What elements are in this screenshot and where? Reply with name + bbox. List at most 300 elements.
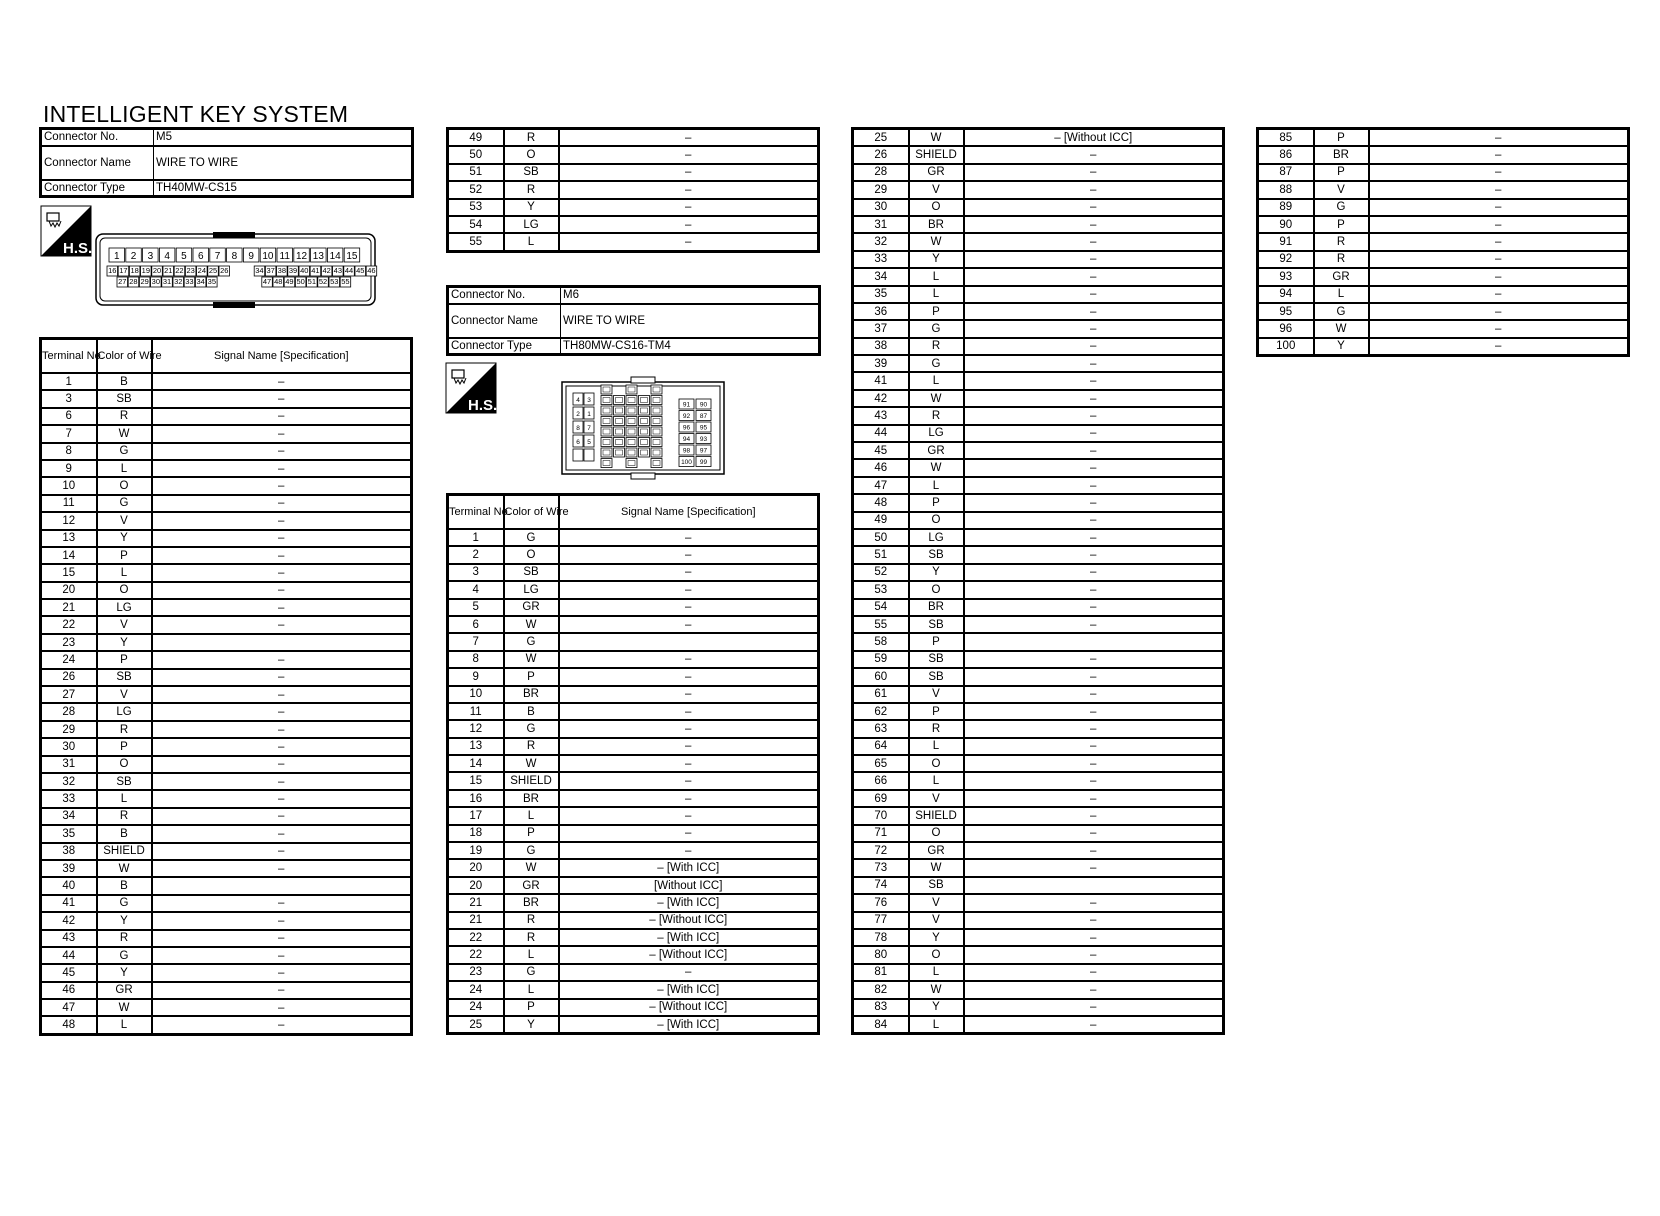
terminal-no-cell: 18 (448, 825, 504, 842)
signal-name-cell: – (152, 773, 412, 790)
connector-pin-label: 49 (285, 277, 294, 286)
terminal-no-cell: 49 (448, 129, 504, 147)
connector-pin (651, 427, 662, 436)
signal-name-cell: – (1369, 233, 1629, 250)
signal-name-cell: – (964, 807, 1224, 824)
wire-color-cell: Y (909, 929, 964, 946)
connector-pin-label: 35 (207, 277, 217, 286)
signal-name-cell: – (964, 338, 1224, 355)
connector-pin-label: 42 (322, 266, 331, 275)
table-row (41, 860, 412, 877)
table-row (853, 599, 1224, 616)
terminal-no-cell: 26 (41, 669, 97, 686)
connector-pin-label: 28 (129, 277, 138, 286)
terminal-no-cell: 55 (853, 616, 909, 633)
wire-color-cell: G (504, 720, 559, 737)
table-row (1258, 216, 1629, 233)
wire-color-cell: P (909, 494, 964, 511)
table-row (41, 843, 412, 860)
terminal-no-cell: 2 (448, 546, 504, 563)
signal-name-cell: – (964, 790, 1224, 807)
signal-name-cell: – (559, 599, 819, 616)
signal-name-cell: – (152, 495, 412, 512)
signal-name-header: Signal Name [Specification] (152, 339, 412, 374)
signal-name-cell: – (152, 947, 412, 964)
table-row (448, 216, 819, 233)
table-row (853, 929, 1224, 946)
wire-color-cell: R (504, 738, 559, 755)
terminal-no-cell: 25 (853, 129, 909, 147)
connector-pin-label: 8 (576, 425, 580, 432)
connector-pin-label: 40 (300, 266, 309, 275)
wire-color-cell: L (97, 460, 152, 477)
wire-color-cell: G (504, 842, 559, 859)
connector-pin (651, 417, 662, 426)
signal-name-cell: – (964, 546, 1224, 563)
connector-pin-label: 2 (576, 411, 580, 418)
wire-color-cell: L (909, 477, 964, 494)
connector-type-label: Connector Type (41, 180, 154, 197)
table-row (448, 790, 819, 807)
wire-color-cell: L (909, 372, 964, 389)
connector-pin-label: 13 (312, 251, 324, 262)
table-row (448, 546, 819, 563)
terminal-no-cell: 92 (1258, 251, 1314, 268)
terminal-no-cell: 41 (41, 895, 97, 912)
wire-color-cell: R (909, 407, 964, 424)
signal-name-cell: – (964, 442, 1224, 459)
wire-color-cell: P (909, 703, 964, 720)
signal-name-cell: – (964, 286, 1224, 303)
wire-color-cell: SB (909, 651, 964, 668)
connector-pin (651, 385, 662, 394)
signal-name-cell: [Without ICC] (559, 877, 819, 894)
terminal-no-cell: 89 (1258, 199, 1314, 216)
signal-name-cell: – (559, 146, 819, 163)
connector-pin-label: 3 (587, 397, 591, 404)
terminal-no-cell: 25 (448, 1016, 504, 1034)
signal-name-cell: – (964, 268, 1224, 285)
connector-pin-label: 5 (587, 439, 591, 446)
connector-pin (651, 438, 662, 447)
wire-color-cell: SHIELD (504, 772, 559, 789)
table-row (41, 686, 412, 703)
table-row (853, 390, 1224, 407)
signal-name-cell: – (1369, 303, 1629, 320)
wire-color-cell: R (97, 721, 152, 738)
signal-name-cell: – (559, 164, 819, 181)
terminal-no-cell: 38 (41, 843, 97, 860)
wire-color-cell: P (504, 999, 559, 1016)
wire-color-cell: W (909, 459, 964, 476)
connector-pin (626, 417, 637, 426)
connector-pin (639, 406, 650, 415)
color-of-wire-header: Color of Wire (97, 339, 152, 374)
connector-pin-label: 91 (682, 401, 691, 409)
terminal-no-cell: 12 (448, 720, 504, 737)
connector-pin-label: 94 (682, 436, 691, 443)
terminal-no-cell: 64 (853, 738, 909, 755)
table-row (41, 460, 412, 477)
terminal-no-cell: 33 (853, 251, 909, 268)
signal-name-cell: – [With ICC] (559, 981, 819, 998)
connector-pin-label: 29 (140, 277, 149, 286)
wire-color-cell: LG (97, 599, 152, 616)
signal-name-cell: – (964, 842, 1224, 859)
signal-name-cell: – (152, 477, 412, 494)
signal-name-cell: – (964, 894, 1224, 911)
connector-pin (601, 448, 612, 457)
wire-color-cell: P (97, 651, 152, 668)
table-row (448, 181, 819, 198)
wire-color-cell: V (1314, 181, 1369, 198)
connector-m6-info (446, 285, 821, 356)
harness-side-badge-icon (41, 206, 91, 256)
table-row (41, 1016, 412, 1034)
table-row (853, 546, 1224, 563)
table-row (853, 807, 1224, 824)
signal-name-cell: – (964, 390, 1224, 407)
table-row (41, 999, 412, 1016)
terminal-no-cell: 6 (41, 408, 97, 425)
signal-name-cell: – (559, 686, 819, 703)
signal-name-cell: – (964, 668, 1224, 685)
signal-name-cell: – (559, 790, 819, 807)
table-row (853, 477, 1224, 494)
table-row (853, 755, 1224, 772)
wire-color-cell: G (909, 355, 964, 372)
connector-pin-label: 30 (151, 277, 161, 286)
signal-name-cell (964, 633, 1224, 650)
terminal-no-cell: 73 (853, 859, 909, 876)
connector-pin-label: 34 (255, 266, 264, 275)
wire-color-cell: L (97, 790, 152, 807)
wire-color-cell: L (909, 738, 964, 755)
signal-name-cell: – [With ICC] (559, 894, 819, 911)
connector-pin (639, 427, 650, 436)
connector-pin-label: 27 (118, 277, 127, 286)
terminal-no-cell: 14 (448, 755, 504, 772)
terminal-no-cell: 60 (853, 668, 909, 685)
table-row (41, 964, 412, 981)
connector-no-value: M5 (154, 129, 413, 146)
table-row (41, 895, 412, 912)
terminal-no-cell: 19 (448, 842, 504, 859)
table-row (448, 581, 819, 598)
table-row (853, 668, 1224, 685)
table-row (448, 233, 819, 251)
connector-pin-label: 15 (346, 251, 358, 262)
table-row (853, 720, 1224, 737)
table-row (448, 703, 819, 720)
signal-name-cell: – (964, 529, 1224, 546)
table-row (41, 756, 412, 773)
terminal-no-cell: 93 (1258, 268, 1314, 285)
connector-pin (614, 438, 625, 447)
table-row (41, 634, 412, 651)
table-row (448, 164, 819, 181)
signal-name-cell: – (964, 755, 1224, 772)
table-row (41, 930, 412, 947)
wire-color-cell: Y (97, 964, 152, 981)
wire-color-cell: SB (97, 390, 152, 407)
table-row (41, 738, 412, 755)
terminal-no-cell: 47 (41, 999, 97, 1016)
table-row (41, 912, 412, 929)
signal-name-cell: – (964, 372, 1224, 389)
terminal-no-cell: 50 (448, 146, 504, 163)
wire-color-cell: O (504, 146, 559, 163)
wire-color-cell: Y (504, 199, 559, 216)
terminal-no-cell: 78 (853, 929, 909, 946)
connector-pin-label: 38 (277, 266, 287, 275)
signal-name-cell: – (964, 199, 1224, 216)
wire-color-cell: V (97, 616, 152, 633)
signal-name-cell: – (1369, 181, 1629, 198)
signal-name-cell: – (152, 530, 412, 547)
harness-side-badge-icon (446, 363, 496, 413)
connector-pin (651, 406, 662, 415)
terminal-no-cell: 23 (448, 964, 504, 981)
connector-pin-label: 16 (108, 266, 117, 275)
signal-name-cell (152, 877, 412, 894)
terminal-no-cell: 83 (853, 999, 909, 1016)
table-row (853, 825, 1224, 842)
terminal-no-cell: 52 (853, 564, 909, 581)
table-row (41, 651, 412, 668)
table-row (41, 599, 412, 616)
wire-color-cell: V (97, 686, 152, 703)
connector-pin (614, 448, 625, 457)
table-row (448, 616, 819, 633)
table-row (448, 529, 819, 546)
connector-pin-label: 1 (587, 411, 591, 418)
connector-pin-label: 12 (295, 251, 308, 262)
signal-name-cell: – (964, 477, 1224, 494)
terminal-no-cell: 8 (41, 443, 97, 460)
terminal-no-cell: 62 (853, 703, 909, 720)
terminal-no-cell: 11 (41, 495, 97, 512)
wire-color-cell: W (97, 860, 152, 877)
table-row (1258, 251, 1629, 268)
wire-color-cell: GR (909, 842, 964, 859)
table-row (1258, 146, 1629, 163)
wire-color-cell: GR (1314, 268, 1369, 285)
wire-color-cell: Y (97, 634, 152, 651)
signal-name-cell: – (964, 407, 1224, 424)
connector-type-value: TH40MW-CS15 (154, 180, 413, 197)
terminal-no-cell: 37 (853, 320, 909, 337)
connector-pin (614, 427, 625, 436)
terminal-no-cell: 23 (41, 634, 97, 651)
wire-color-cell: W (1314, 320, 1369, 337)
connector-pin-label: 10 (262, 251, 274, 262)
terminal-no-cell: 91 (1258, 233, 1314, 250)
signal-name-cell: – (152, 895, 412, 912)
wire-color-cell: G (97, 947, 152, 964)
table-row (853, 790, 1224, 807)
signal-name-cell: – (152, 912, 412, 929)
connector-pin (651, 396, 662, 405)
connector-pin-label: 22 (175, 266, 184, 275)
wire-color-cell: W (909, 981, 964, 998)
wire-color-cell: V (97, 512, 152, 529)
signal-name-cell: – (964, 999, 1224, 1016)
table-row (853, 1016, 1224, 1034)
terminal-no-cell: 80 (853, 946, 909, 963)
terminal-no-cell: 47 (853, 477, 909, 494)
wire-color-cell: Y (909, 251, 964, 268)
terminal-no-cell: 42 (853, 390, 909, 407)
hs-label: H.S. (468, 397, 498, 414)
terminal-no-cell: 72 (853, 842, 909, 859)
table-row (41, 373, 412, 390)
table-row (448, 842, 819, 859)
signal-name-cell: – [Without ICC] (559, 946, 819, 963)
terminal-no-cell: 76 (853, 894, 909, 911)
pin-table-m6-continued-2 (1256, 127, 1630, 357)
terminal-no-cell: 22 (448, 929, 504, 946)
terminal-no-cell: 48 (41, 1016, 97, 1034)
signal-name-cell: – [With ICC] (559, 929, 819, 946)
table-row (853, 772, 1224, 789)
connector-pin-label: 52 (318, 277, 328, 286)
wire-color-cell: Y (97, 912, 152, 929)
wire-color-cell: SB (97, 773, 152, 790)
signal-name-cell: – (152, 686, 412, 703)
terminal-no-cell: 13 (41, 530, 97, 547)
terminal-no-cell: 32 (853, 233, 909, 250)
connector-pin-label: 31 (162, 277, 172, 286)
terminal-no-cell: 55 (448, 233, 504, 251)
terminal-no-cell: 46 (853, 459, 909, 476)
signal-name-cell: – (964, 859, 1224, 876)
signal-name-cell: – (1369, 146, 1629, 163)
table-row (448, 981, 819, 998)
terminal-no-header: Terminal No. (448, 495, 504, 530)
wire-color-cell: B (97, 825, 152, 842)
signal-name-cell: – (152, 443, 412, 460)
connector-pin (601, 459, 612, 468)
connector-pin-label: 4 (164, 251, 170, 262)
terminal-no-cell: 53 (448, 199, 504, 216)
signal-name-cell: – (1369, 251, 1629, 268)
table-row (853, 355, 1224, 372)
connector-pin (601, 438, 612, 447)
signal-name-cell: – (964, 703, 1224, 720)
table-row (1258, 320, 1629, 337)
signal-name-cell: – (152, 738, 412, 755)
signal-name-cell: – (152, 860, 412, 877)
terminal-no-cell: 21 (448, 912, 504, 929)
table-row (41, 443, 412, 460)
table-row (41, 773, 412, 790)
wire-color-cell: W (909, 859, 964, 876)
connector-pin (639, 448, 650, 457)
wire-color-cell: R (504, 929, 559, 946)
connector-pin-label: 48 (274, 277, 283, 286)
table-row (41, 512, 412, 529)
signal-name-cell: – (152, 930, 412, 947)
signal-name-cell: – (964, 164, 1224, 181)
signal-name-cell: – (964, 738, 1224, 755)
terminal-no-cell: 10 (41, 477, 97, 494)
table-row (448, 877, 819, 894)
connector-pin (584, 449, 594, 461)
wire-color-cell: SHIELD (909, 807, 964, 824)
table-row (448, 564, 819, 581)
table-row (448, 946, 819, 963)
signal-name-cell: – (964, 564, 1224, 581)
terminal-no-cell: 11 (448, 703, 504, 720)
terminal-no-cell: 21 (448, 894, 504, 911)
connector-pin-label: 46 (367, 266, 376, 275)
wire-color-cell: SB (504, 164, 559, 181)
terminal-no-cell: 13 (448, 738, 504, 755)
wire-color-cell: GR (504, 877, 559, 894)
connector-pin (626, 459, 637, 468)
signal-name-cell: – (559, 964, 819, 981)
table-row (853, 616, 1224, 633)
connector-pin-label: 32 (174, 277, 183, 286)
connector-no-label: Connector No. (448, 287, 561, 304)
table-row (41, 530, 412, 547)
terminal-no-cell: 22 (448, 946, 504, 963)
terminal-no-cell: 74 (853, 877, 909, 894)
wire-color-cell: BR (909, 599, 964, 616)
signal-name-cell: – (964, 964, 1224, 981)
connector-type-label: Connector Type (448, 338, 561, 355)
terminal-no-cell: 70 (853, 807, 909, 824)
signal-name-cell (964, 877, 1224, 894)
table-row (853, 146, 1224, 163)
connector-pin-label: 45 (356, 266, 365, 275)
table-row (853, 459, 1224, 476)
table-row (41, 825, 412, 842)
connector-pin (626, 406, 637, 415)
connector-pin-label: 95 (699, 424, 708, 432)
signal-name-cell: – (152, 390, 412, 407)
terminal-no-cell: 48 (853, 494, 909, 511)
connector-pin-label: 11 (279, 251, 290, 262)
signal-name-cell: – (559, 807, 819, 824)
signal-name-cell: – (152, 599, 412, 616)
signal-name-cell: – (559, 181, 819, 198)
wire-color-cell: V (909, 686, 964, 703)
table-row (448, 199, 819, 216)
table-row (853, 442, 1224, 459)
connector-pin-label: 8 (231, 251, 238, 262)
signal-name-cell: – (152, 721, 412, 738)
signal-name-cell: – (964, 1016, 1224, 1034)
signal-name-cell: – (152, 825, 412, 842)
terminal-no-cell: 85 (1258, 129, 1314, 147)
wire-color-cell: P (909, 633, 964, 650)
wire-color-cell: LG (97, 703, 152, 720)
table-row (448, 738, 819, 755)
wire-color-cell: P (1314, 129, 1369, 147)
terminal-no-cell: 12 (41, 512, 97, 529)
connector-pin-label: 26 (220, 266, 229, 275)
terminal-no-cell: 71 (853, 825, 909, 842)
wire-color-cell: SB (97, 669, 152, 686)
connector-pin-label: 37 (266, 266, 275, 275)
wire-color-cell: O (909, 946, 964, 963)
connector-pin-label: 6 (576, 439, 580, 446)
terminal-no-cell: 7 (448, 633, 504, 650)
wire-color-cell: O (909, 512, 964, 529)
wire-color-cell: W (909, 233, 964, 250)
